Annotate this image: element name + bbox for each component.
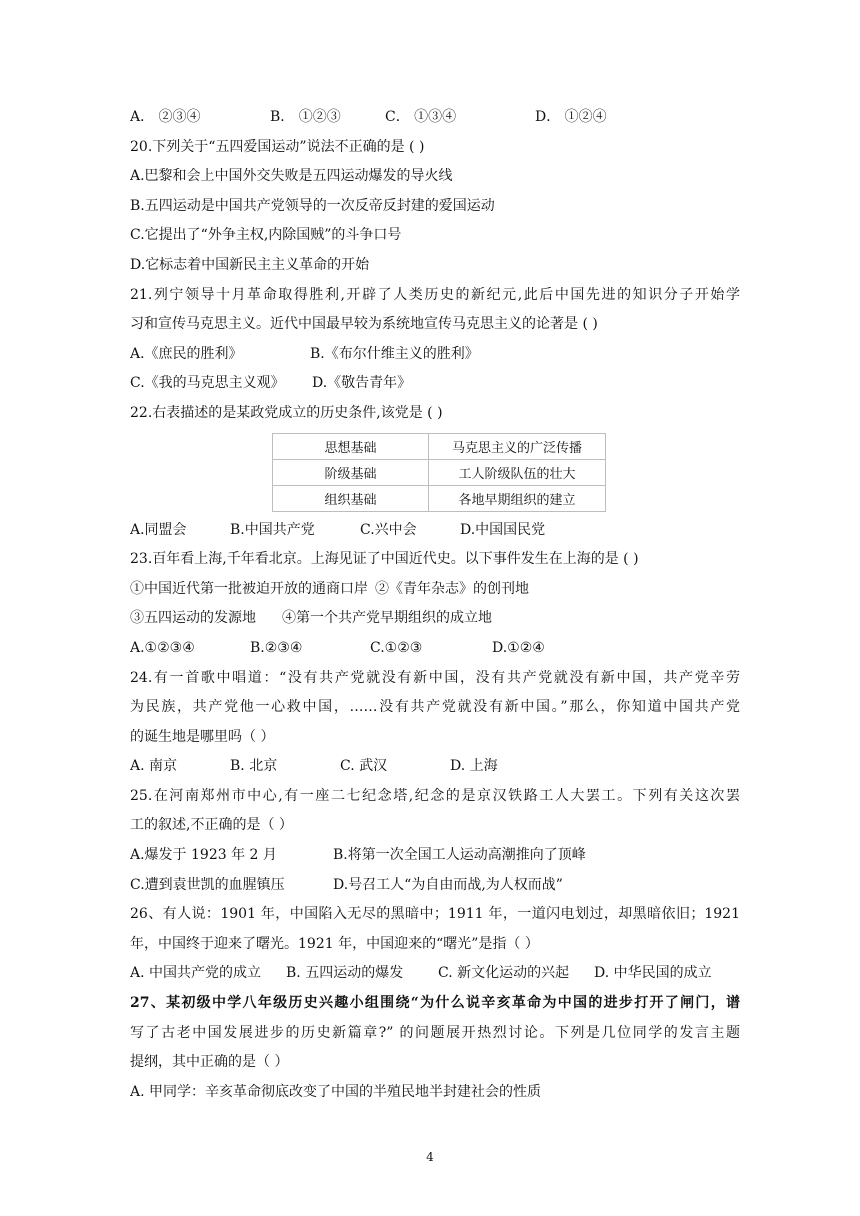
q25-option-b: B.将第一次全国工人运动高潮推向了顶峰: [333, 847, 586, 864]
q23-items-row-2: [130, 604, 740, 634]
q19-option-d: D． ①②④: [535, 109, 607, 125]
q24-stem-line-2: 为民族，共产党他一心救中国，……没有共产党就没有新中国。”那么，你知道中国共产党: [130, 699, 740, 716]
q21-options-row-1: [130, 340, 740, 370]
q23-option-d: D.①②④: [492, 639, 545, 656]
table-cell-label: 组织基础: [273, 485, 429, 511]
q21-option-d: D.《敬告青年》: [312, 375, 412, 392]
table-cell-value: 马克思主义的广泛传播: [429, 433, 606, 459]
table-row: [273, 433, 606, 459]
q27-stem-line-1: 27、某初级中学八年级历史兴趣小组围绕“为什么说辛亥革命为中国的进步打开了闸门，谱: [130, 995, 740, 1012]
q21-stem-line-1: 21.列宁领导十月革命取得胜利,开辟了人类历史的新纪元,此后中国先进的知识分子开始学: [130, 286, 740, 303]
q26-option-b: B. 五四运动的爆发: [286, 965, 404, 982]
table-cell-label: 思想基础: [273, 433, 429, 459]
table-row: [273, 485, 606, 511]
page-number: 4: [426, 1150, 434, 1164]
q24-option-a: A. 南京: [130, 758, 178, 775]
q23-item-3: ③五四运动的发源地: [130, 610, 256, 627]
q23-item-1: ①中国近代第一批被迫开放的通商口岸: [130, 580, 368, 597]
q26-option-d: D. 中华民国的成立: [594, 965, 712, 982]
q22-stem: 22.右表描述的是某政党成立的历史条件,该党是 ( ): [130, 404, 443, 421]
q21-options-row-2: [130, 369, 740, 399]
q26-option-a: A. 中国共产党的成立: [130, 965, 262, 982]
q26-stem-line-1: 26、有人说：1901 年，中国陷入无尽的黑暗中；1911 年，一道闪电划过，却黑暗依旧；1921: [130, 906, 740, 923]
q23-option-c: C.①②③: [370, 639, 423, 656]
q23-option-b: B.②③④: [250, 639, 303, 656]
q25-stem-line-1: 25.在河南郑州市中心,有一座二七纪念塔,纪念的是京汉铁路工人大罢工。下列有关这次罢: [130, 787, 740, 804]
q23-options: [130, 634, 740, 664]
q19-option-b: B． ①②③: [270, 109, 341, 125]
q25-option-a: A.爆发于 1923 年 2 月: [130, 847, 277, 864]
q19-option-c: C． ①③④: [385, 109, 457, 125]
q22-option-c: C.兴中会: [360, 521, 417, 538]
table-cell-value: 各地早期组织的建立: [429, 485, 606, 511]
q27-option-a: A. 甲同学：辛亥革命彻底改变了中国的半殖民地半封建社会的性质: [130, 1083, 542, 1100]
q26-option-c: C. 新文化运动的兴起: [438, 965, 570, 982]
q22-option-a: A.同盟会: [130, 521, 187, 538]
q21-stem-line-2: 习和宣传马克思主义。近代中国最早较为系统地宣传马克思主义的论著是 ( ): [130, 316, 598, 333]
table-cell-label: 阶级基础: [273, 459, 429, 485]
q23-option-a: A.①②③④: [130, 639, 195, 656]
q25-option-c: C.遭到袁世凯的血腥镇压: [130, 876, 285, 893]
table-cell-value: 工人阶级队伍的壮大: [429, 459, 606, 485]
q24-stem-line-3: 的诞生地是哪里吗（ ）: [130, 728, 275, 745]
q21-option-b: B.《布尔什维主义的胜利》: [310, 345, 479, 362]
q20-option-d: D.它标志着中国新民主主义革命的开始: [130, 256, 370, 273]
q25-option-d: D.号召工人“为自由而战,为人权而战”: [333, 876, 563, 893]
q20-option-a: A.巴黎和会上中国外交失败是五四运动爆发的导火线: [130, 168, 453, 185]
q22-option-d: D.中国国民党: [460, 521, 546, 538]
q23-items-row-1: [130, 575, 740, 605]
q22-options: [130, 516, 740, 546]
q21-option-c: C.《我的马克思主义观》: [130, 375, 285, 392]
q22-conditions-table: [272, 433, 606, 512]
q24-option-d: D. 上海: [450, 758, 498, 775]
q24-option-b: B. 北京: [230, 758, 278, 775]
question-list: [130, 103, 740, 1107]
q24-options: [130, 752, 740, 782]
q19-option-a: A． ②③④: [130, 109, 201, 125]
q24-stem-line-1: 24.有一首歌中唱道：“没有共产党就没有新中国，没有共产党就没有新中国，共产党辛劳: [130, 669, 740, 686]
q21-option-a: A.《庶民的胜利》: [130, 345, 243, 362]
table-row: [273, 459, 606, 485]
q23-stem: 23.百年看上海,千年看北京。上海见证了中国近代史。以下事件发生在上海的是 ( ): [130, 551, 639, 568]
q25-options-row-2: [130, 871, 740, 901]
q22-option-b: B.中国共产党: [230, 521, 315, 538]
q25-stem-line-2: 工的叙述,不正确的是（ ）: [130, 817, 293, 834]
q26-options: [130, 959, 740, 989]
q24-option-c: C. 武汉: [340, 758, 388, 775]
q25-options-row-1: [130, 841, 740, 871]
q20-option-b: B.五四运动是中国共产党领导的一次反帝反封建的爱国运动: [130, 197, 495, 214]
q20-option-c: C.它提出了“外争主权,内除国贼”的斗争口号: [130, 227, 402, 244]
q23-item-2: ②《青年杂志》的创刊地: [375, 580, 529, 597]
q19-options: [130, 103, 740, 133]
q20-stem: 20.下列关于“五四爱国运动”说法不正确的是 ( ): [130, 138, 425, 155]
q26-stem-line-2: 年，中国终于迎来了曙光。1921 年，中国迎来的“曙光”是指（ ）: [130, 935, 539, 952]
q27-stem-line-3: 提纲，其中正确的是（ ）: [130, 1054, 289, 1071]
q23-item-4: ④第一个共产党早期组织的成立地: [282, 610, 492, 627]
q27-stem-line-2: 写了古老中国发展进步的历史新篇章?” 的问题展开热烈讨论。下列是几位同学的发言主题: [130, 1024, 740, 1041]
